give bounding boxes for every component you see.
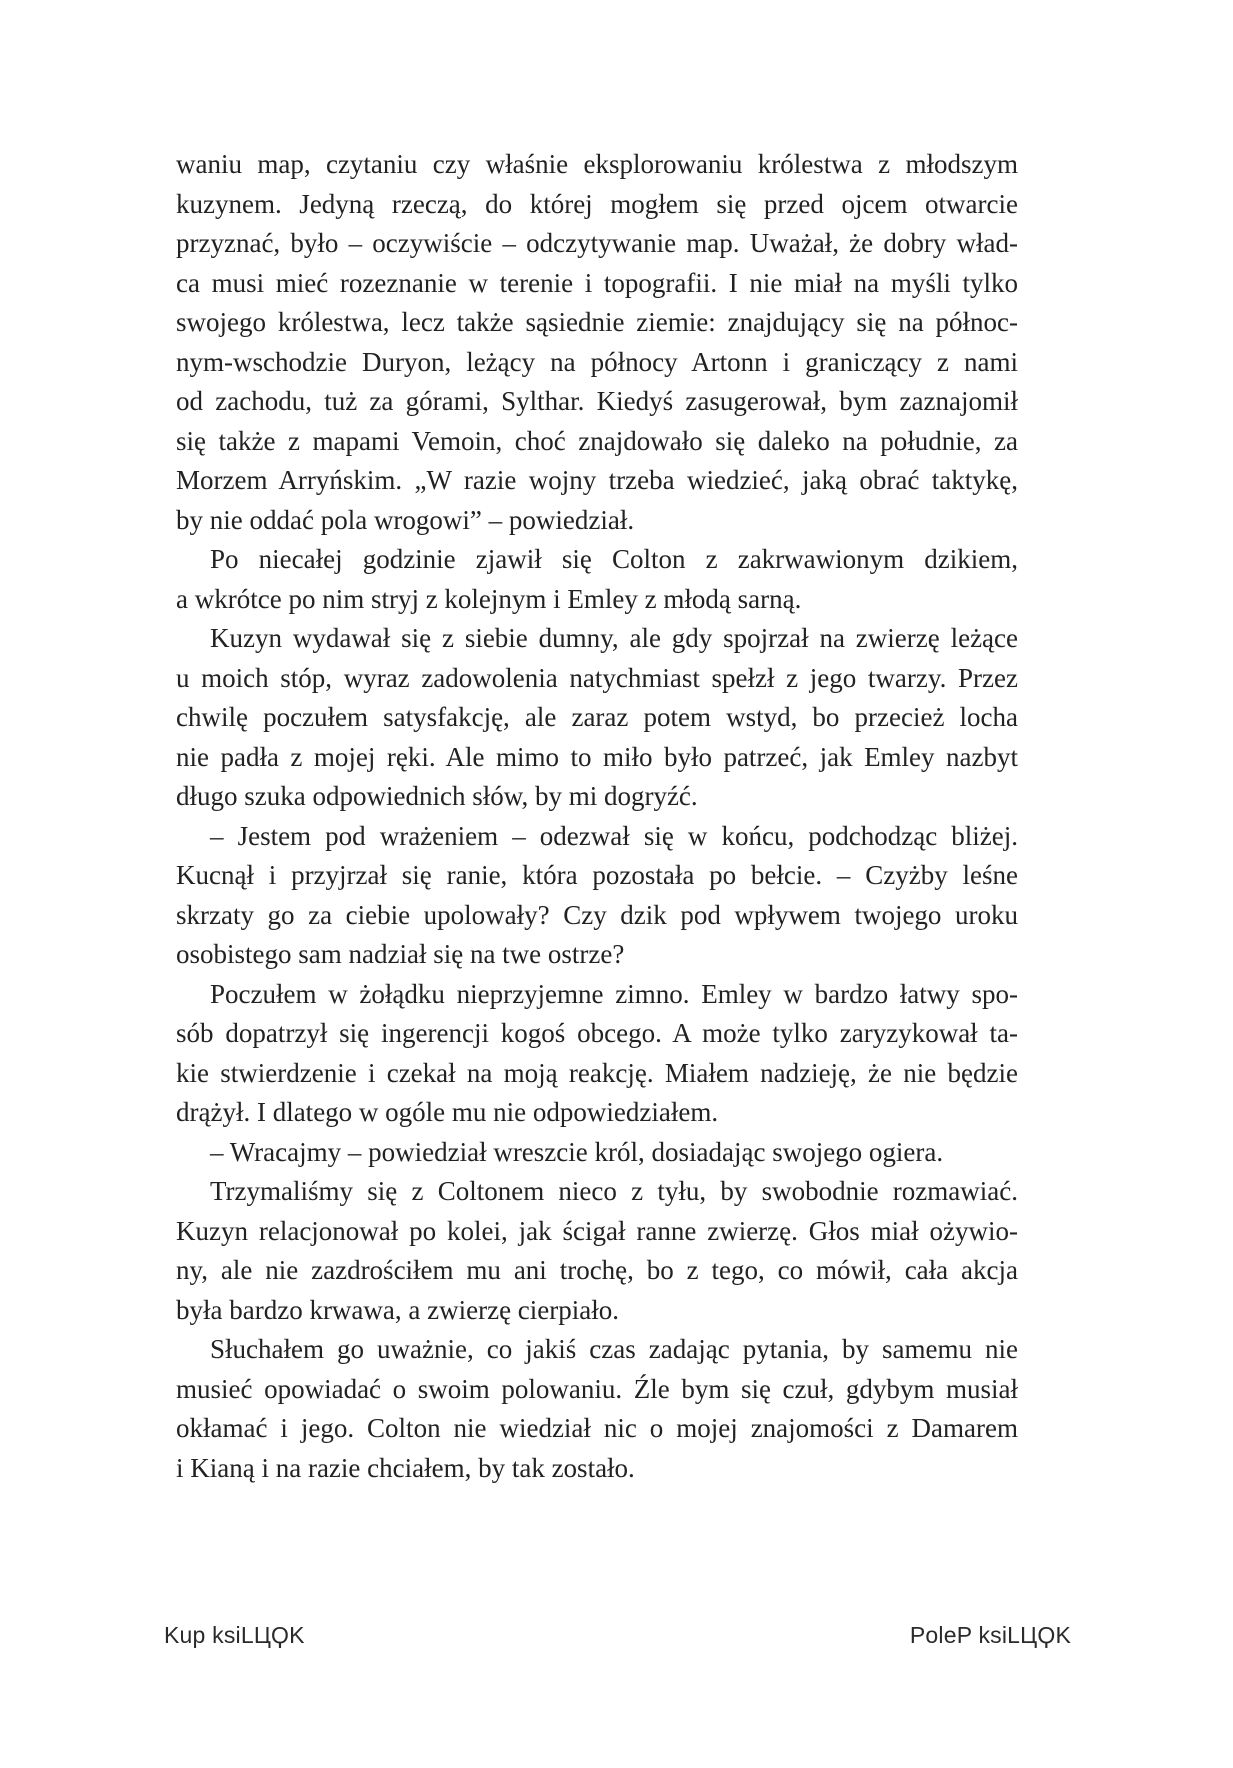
text-line: Kuzyn wydawał się z siebie dumny, ale gdy spojrzał na zwierzę leżące <box>210 623 1018 653</box>
text-line: Poczułem w żołądku nieprzyjemne zimno. Emley w bardzo łatwy spo- <box>210 978 1018 1009</box>
text-line: Słuchałem go uważnie, co jakiś czas zadając pytania, by samemu nie <box>210 1334 1018 1364</box>
text-line: drążył. I dlatego w ogóle mu nie odpowiedziałem. <box>176 1097 719 1127</box>
text-line: nym-wschodzie Duryon, leżący na północy Artonn i graniczący z nami <box>176 346 1018 377</box>
text-line: się także z mapami Vemoin, choć znajdowało się daleko na południe, za <box>176 425 1018 456</box>
text-line: ca musi mieć rozeznanie w terenie i topografii. I nie miał na myśli tylko <box>176 267 1018 298</box>
text-line: przyznać, było – oczywiście – odczytywanie map. Uważał, że dobry wład- <box>176 228 1018 258</box>
text-line: okłamać i jego. Colton nie wiedział nic o mojej znajomości z Damarem <box>176 1413 1018 1443</box>
text-line: kuzynem. Jedyną rzeczą, do której mogłem się przed ojcem otwarcie <box>176 188 1018 219</box>
text-line: chwilę poczułem satysfakcję, ale zaraz potem wstyd, bo przecież locha <box>176 702 1018 732</box>
buy-book-link[interactable]: Kup ksiLЦϘK <box>164 1622 305 1648</box>
text-line: Kuzyn relacjonował po kolei, jak ścigał ranne zwierzę. Głos miał ożywio- <box>176 1215 1018 1246</box>
text-line: musieć opowiadać o swoim polowaniu. Źle bym się czuł, gdybym musiał <box>176 1373 1018 1404</box>
text-line: kie stwierdzenie i czekał na moją reakcję. Miałem nadzieję, że nie będzie <box>176 1057 1018 1088</box>
text-line: u moich stóp, wyraz zadowolenia natychmiast spełzł z jego twarzy. Przez <box>176 662 1018 693</box>
text-line: osobistego sam nadział się na twe ostrze? <box>176 939 625 969</box>
text-line: skrzaty go za ciebie upolowały? Czy dzik pod wpływem twojego uroku <box>176 899 1018 930</box>
text-line: – Jestem pod wrażeniem – odezwał się w końcu, podchodząc bliżej. <box>210 820 1018 851</box>
text-line: sób dopatrzył się ingerencji kogoś obcego. A może tylko zaryzykował ta- <box>176 1018 1018 1048</box>
text-line: Kucnął i przyjrzał się ranie, która pozostała po bełcie. – Czyżby leśne <box>176 860 1018 890</box>
text-line: a wkrótce po nim stryj z kolejnym i Emley z młodą sarną. <box>176 583 802 614</box>
text-line: by nie oddać pola wrogowi” – powiedział. <box>176 504 635 535</box>
text-line: ny, ale nie zazdrościłem mu ani trochę, bo z tego, co mówił, cała akcja <box>176 1255 1018 1285</box>
text-line: długo szuka odpowiednich słów, by mi dogryźć. <box>176 781 698 811</box>
text-line: od zachodu, tuż za górami, Sylthar. Kiedyś zasugerował, bym zaznajomił <box>176 386 1018 416</box>
text-line: i Kianą i na razie chciałem, by tak zostało. <box>176 1452 635 1483</box>
text-line: waniu map, czytaniu czy właśnie eksplorowaniu królestwa z młodszym <box>176 149 1018 179</box>
text-line: Morzem Arryńskim. „W razie wojny trzeba wiedzieć, jaką obrać taktykę, <box>176 465 1018 495</box>
text-line: swojego królestwa, lecz także sąsiednie ziemie: znajdujący się na północ- <box>176 307 1018 337</box>
book-page-text <box>176 145 1018 1488</box>
text-line: nie padła z mojej ręki. Ale mimo to miło było patrzeć, jak Emley nazbyt <box>176 741 1018 772</box>
text-line: była bardzo krwawa, a zwierzę cierpiało. <box>176 1294 620 1325</box>
rate-book-link[interactable]: PoleP ksiLЦϘK <box>909 1622 1071 1648</box>
text-line: Po niecałej godzinie zjawił się Colton z zakrwawionym dzikiem, <box>210 544 1018 574</box>
text-line: – Wracajmy – powiedział wreszcie król, dosiadając swojego ogiera. <box>210 1136 944 1167</box>
text-line: Trzymaliśmy się z Coltonem nieco z tyłu, by swobodnie rozmawiać. <box>210 1176 1018 1206</box>
